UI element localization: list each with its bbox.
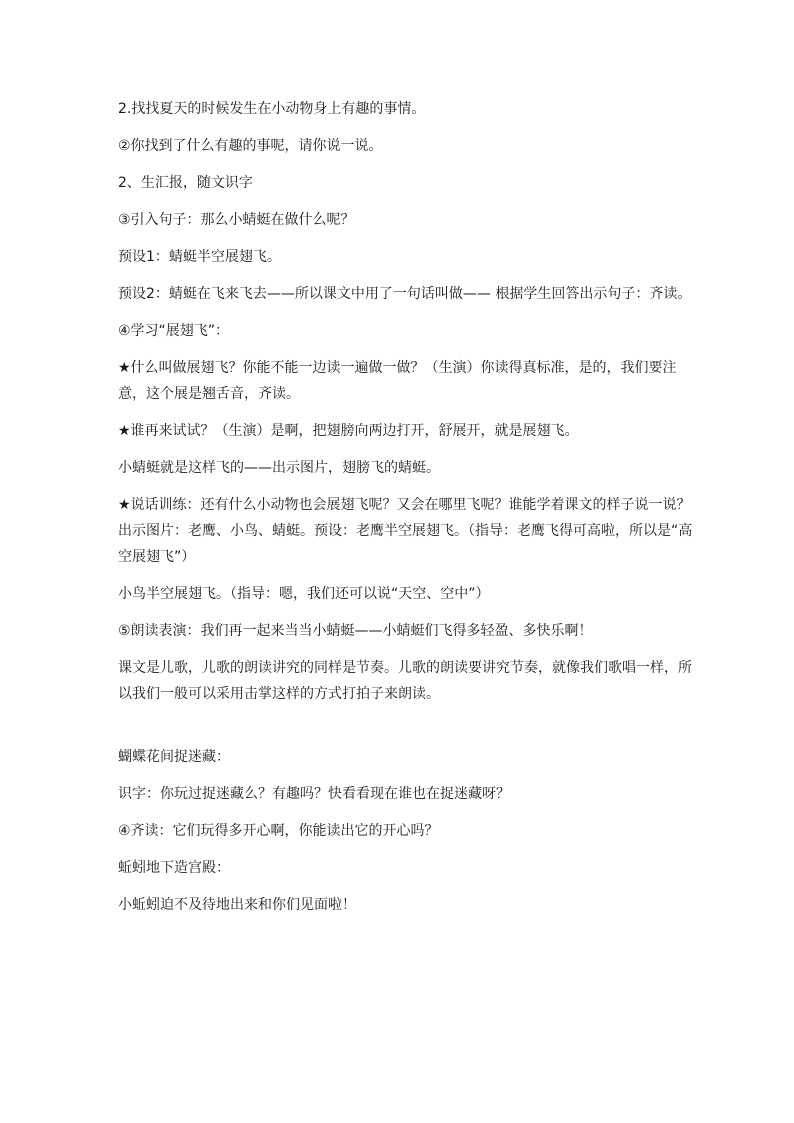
paragraph-learn-heading: ④学习“展翅飞”：: [118, 323, 230, 339]
paragraph-report: 2、生汇报，随文识字: [118, 175, 253, 191]
paragraph-star-2: ★谁再来试试？（生演）是啊，把翅膀向两边打开，舒展开，就是展翅飞。: [118, 423, 579, 439]
paragraph-earthworm-heading: 蚯蚓地下造宫殿：: [118, 860, 230, 876]
paragraph-butterfly-heading: 蝴蝶花间捉迷藏：: [118, 749, 230, 765]
paragraph-bird: 小鸟半空展翅飞。（指导：嗯，我们还可以说“天空、空中”）: [118, 586, 490, 602]
paragraph-question-2: ②你找到了什么有趣的事呢，请你说一说。: [118, 138, 383, 154]
paragraph-earthworm: 小蚯蚓迫不及待地出来和你们见面啦！: [118, 897, 356, 913]
paragraph-speaking-practice: ★说话训练：还有什么小动物也会展翅飞呢？又会在哪里飞呢？谁能学着课文的样子说一说？出示图片：老鹰、小鸟、蜻蜓。预设：老鹰半空展翅飞。（指导：老鹰飞得可高啦，所以是“高空展翅飞”）: [118, 497, 693, 565]
paragraph-rhythm: 课文是儿歌，儿歌的朗读讲究的同样是节奏。儿歌的朗读要讲究节奏，就像我们歌唱一样，所以我们一般可以采用击掌这样的方式打拍子来朗读。: [118, 660, 692, 702]
document-body: [118, 96, 698, 929]
paragraph-star-1: ★什么叫做展翅飞？你能不能一边读一遍做一做？（生演）你读得真标准，是的，我们要注意，这个展是翘舌音，齐读。: [118, 360, 677, 402]
blank-line: [118, 718, 698, 744]
paragraph-preset-2: 预设2：蜻蜓在飞来飞去——所以课文中用了一句话叫做—— 根据学生回答出示句子：齐读。: [118, 286, 692, 302]
paragraph-literacy: 识字：你玩过捉迷藏么？有趣吗？快看看现在谁也在捉迷藏呀？: [118, 786, 510, 802]
paragraph-group-reading: ④齐读：它们玩得多开心啊，你能读出它的开心吗？: [118, 823, 439, 839]
paragraph-task-2: 2.找找夏天的时候发生在小动物身上有趣的事情。: [118, 101, 426, 117]
paragraph-dragonfly: 小蜻蜓就是这样飞的——出示图片，翅膀飞的蜻蜓。: [118, 460, 440, 476]
paragraph-intro-sentence: ③引入句子：那么小蜻蜓在做什么呢？: [118, 212, 355, 228]
paragraph-preset-1: 预设1：蜻蜓半空展翅飞。: [118, 249, 281, 265]
paragraph-reading-performance: ⑤朗读表演：我们再一起来当当小蜻蜓——小蜻蜓们飞得多轻盈、多快乐啊！: [118, 623, 593, 639]
